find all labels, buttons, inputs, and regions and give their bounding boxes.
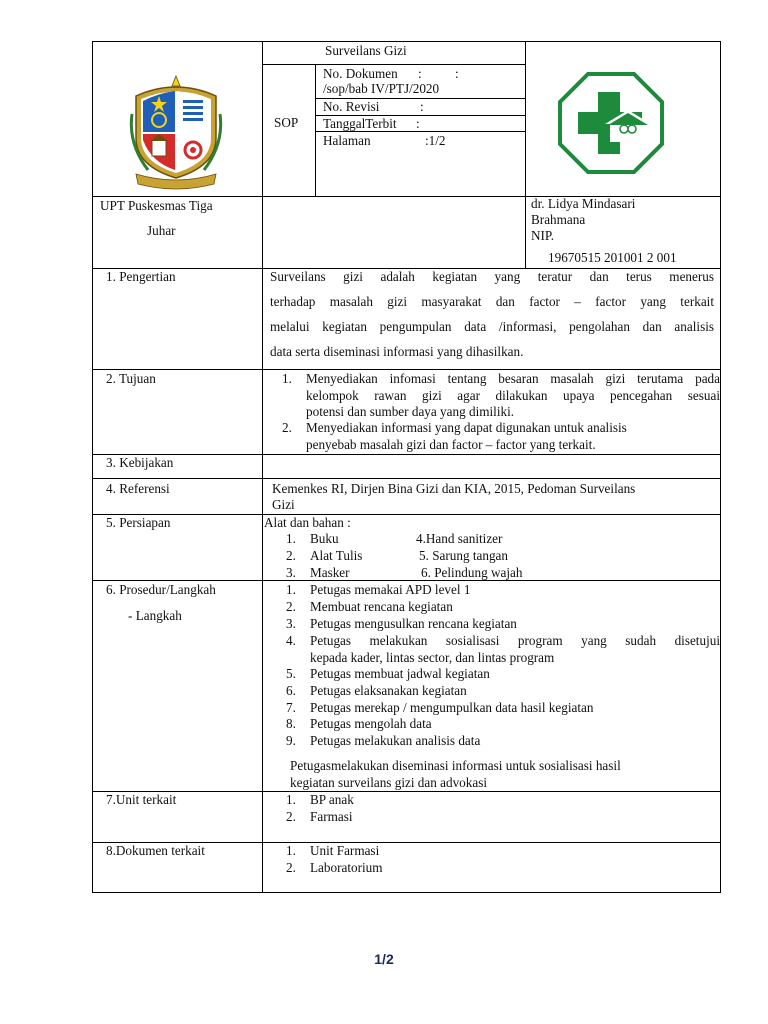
no-dokumen-label: No. Dokumen — [323, 66, 398, 81]
divider-h-row3 — [92, 478, 721, 479]
persiapan-num: 2. — [286, 548, 296, 563]
referensi-line: Gizi — [272, 497, 295, 512]
tanggal-terbit-colon: : — [416, 116, 420, 131]
dokumen-terkait-num: 1. — [286, 843, 296, 858]
tujuan-line: Menyediakan informasi yang dapat digunakan untuk analisis — [306, 420, 627, 435]
section-label-prosedur: 6. Prosedur/Langkah — [106, 582, 216, 597]
halaman-label: Halaman — [323, 133, 371, 148]
no-dokumen-value: /sop/bab IV/PTJ/2020 — [323, 81, 440, 96]
tujuan-num: 2. — [282, 420, 292, 435]
tujuan-line: penyebab masalah gizi dan factor – factor yang terkait. — [306, 437, 596, 452]
section-label-kebijakan: 3. Kebijakan — [106, 455, 174, 470]
prosedur-step: Petugas melakukan sosialisasi program yang sudah disetujui — [310, 633, 720, 648]
dokumen-terkait-num: 2. — [286, 860, 296, 875]
pengertian-line: terhadap masalah gizi masyarakat dan factor – factor yang terkait — [270, 294, 714, 309]
prosedur-step: Petugas mengusulkan rencana kegiatan — [310, 616, 517, 631]
sop-document — [92, 41, 721, 893]
persiapan-item: Masker — [310, 565, 350, 580]
section-label-referensi: 4. Referensi — [106, 481, 170, 496]
no-dokumen-colon-2: : — [455, 66, 459, 81]
section-label-prosedur-2: - Langkah — [128, 608, 182, 623]
persiapan-item: 5. Sarung tangan — [419, 548, 508, 563]
prosedur-num: 7. — [286, 700, 296, 715]
sop-label: SOP — [274, 115, 299, 130]
border-bottom — [92, 892, 721, 893]
signer-name-line1: dr. Lidya Mindasari — [531, 196, 636, 211]
pengertian-line: data serta diseminasi informasi yang dihasilkan. — [270, 344, 524, 359]
divider-h-row1 — [92, 369, 721, 370]
prosedur-step: Membuat rencana kegiatan — [310, 599, 453, 614]
section-label-unit-terkait: 7.Unit terkait — [106, 792, 177, 807]
prosedur-step: Petugas mengolah data — [310, 716, 432, 731]
divider-v-logo — [262, 41, 263, 269]
prosedur-num: 2. — [286, 599, 296, 614]
border-top — [92, 41, 721, 42]
halaman-value: :1/2 — [425, 133, 446, 148]
persiapan-num: 1. — [286, 531, 296, 546]
prosedur-num: 5. — [286, 666, 296, 681]
section-label-dokumen-terkait: 8.Dokumen terkait — [106, 843, 205, 858]
border-right — [720, 41, 721, 893]
tanggal-terbit-label: TanggalTerbit — [323, 116, 397, 131]
prosedur-closing: Petugasmelakukan diseminasi informasi untuk sosialisasi hasil — [290, 758, 621, 773]
prosedur-num: 4. — [286, 633, 296, 648]
tujuan-line: Menyediakan infomasi tentang besaran masalah gizi terutama pada — [306, 371, 720, 386]
tujuan-num: 1. — [282, 371, 292, 386]
no-revisi-label: No. Revisi — [323, 99, 380, 114]
no-revisi-colon: : — [420, 99, 424, 114]
persiapan-item: Buku — [310, 531, 339, 546]
pengertian-line: melalui kegiatan pengumpulan data /informasi, pengolahan dan analisis — [270, 319, 714, 334]
unit-terkait-item: Farmasi — [310, 809, 353, 824]
dokumen-terkait-item: Unit Farmasi — [310, 843, 380, 858]
divider-h-row5 — [92, 580, 721, 581]
divider-v-sop — [315, 64, 316, 196]
section-label-persiapan: 5. Persiapan — [106, 515, 171, 530]
border-left — [92, 41, 93, 893]
section-label-tujuan: 2. Tujuan — [106, 371, 156, 386]
prosedur-closing: kegiatan surveilans gizi dan advokasi — [290, 775, 488, 790]
sop-title: Surveilans Gizi — [325, 43, 407, 58]
unit-name-line2: Juhar — [147, 223, 176, 238]
prosedur-step: Petugas membuat jadwal kegiatan — [310, 666, 490, 681]
prosedur-step: Petugas merekap / mengumpulkan data hasil kegiatan — [310, 700, 594, 715]
divider-h-row4 — [92, 514, 721, 515]
pengertian-line: Surveilans gizi adalah kegiatan yang teratur dan terus menerus — [270, 269, 714, 284]
prosedur-step: Petugas elaksanakan kegiatan — [310, 683, 467, 698]
unit-terkait-num: 1. — [286, 792, 296, 807]
persiapan-item: Alat Tulis — [310, 548, 363, 563]
tujuan-line: kelompok rawan gizi agar dilakukan upaya pencegahan sesuai — [306, 388, 720, 403]
prosedur-num: 1. — [286, 582, 296, 597]
referensi-line: Kemenkes RI, Dirjen Bina Gizi dan KIA, 2015, Pedoman Surveilans — [272, 481, 636, 496]
unit-name-line1: UPT Puskesmas Tiga — [100, 198, 213, 213]
persiapan-item: 4.Hand sanitizer — [416, 531, 503, 546]
persiapan-heading: Alat dan bahan : — [264, 515, 351, 530]
tujuan-line: potensi dan sumber daya yang dimiliki. — [306, 404, 515, 419]
prosedur-num: 9. — [286, 733, 296, 748]
dokumen-terkait-item: Laboratorium — [310, 860, 383, 875]
divider-h-row2 — [92, 454, 721, 455]
prosedur-step: kepada kader, lintas sector, dan lintas program — [310, 650, 555, 665]
divider-h-title — [262, 64, 526, 65]
page-number: 1/2 — [374, 951, 394, 967]
prosedur-num: 8. — [286, 716, 296, 731]
persiapan-num: 3. — [286, 565, 296, 580]
signer-nip-label: NIP. — [531, 228, 555, 243]
prosedur-num: 3. — [286, 616, 296, 631]
signer-nip-value: 19670515 201001 2 001 — [548, 250, 677, 265]
unit-terkait-item: BP anak — [310, 792, 354, 807]
signer-name-line2: Brahmana — [531, 212, 586, 227]
puskesmas-cross-logo — [558, 72, 664, 174]
prosedur-step: Petugas memakai APD level 1 — [310, 582, 471, 597]
divider-v-right — [525, 41, 526, 269]
unit-terkait-num: 2. — [286, 809, 296, 824]
no-dokumen-colon: : — [418, 66, 422, 81]
prosedur-step: Petugas melakukan analisis data — [310, 733, 481, 748]
section-label-pengertian: 1. Pengertian — [106, 269, 176, 284]
prosedur-num: 6. — [286, 683, 296, 698]
persiapan-item: 6. Pelindung wajah — [421, 565, 523, 580]
regency-emblem-logo — [126, 74, 226, 192]
